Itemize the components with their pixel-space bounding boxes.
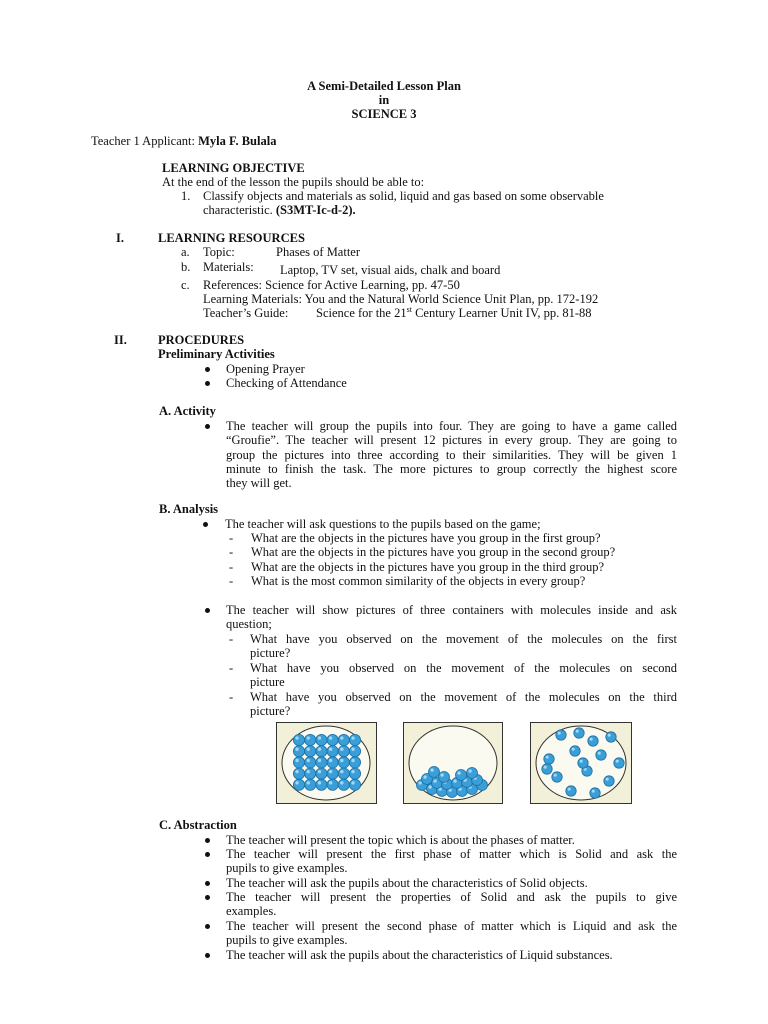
molecule-icon (574, 728, 584, 738)
objective-heading: LEARNING OBJECTIVE (162, 161, 305, 175)
molecule-highlight (590, 738, 593, 741)
molecule-icon (596, 750, 606, 760)
molecule-icon (614, 758, 624, 768)
molecule-icon (544, 754, 554, 764)
molecule-icon (349, 757, 360, 768)
objective-code: (S3MT-Ic-d-2). (275, 203, 356, 217)
topic-label: Topic: (203, 245, 235, 259)
molecule-highlight (608, 734, 611, 737)
abstraction-item-line: The teacher will present the properties of Solid and ask the pupils to give (226, 890, 677, 904)
molecule-highlight (329, 748, 332, 751)
molecule-highlight (307, 770, 310, 773)
topic-value: Phases of Matter (276, 245, 361, 259)
molecule-highlight (592, 790, 595, 793)
bullet-icon (205, 838, 210, 843)
observation-question-line: What have you observed on the movement of the molecules on the first (250, 632, 677, 646)
molecule-highlight (329, 736, 332, 739)
molecule-icon (293, 734, 304, 745)
molecule-highlight (340, 759, 343, 762)
molecule-icon (327, 746, 338, 757)
resources-c-label: c. (181, 278, 190, 292)
abstraction-item-line: examples. (226, 904, 277, 919)
molecule-icon (349, 746, 360, 757)
guide-superscript: st (406, 304, 412, 314)
molecule-icon (566, 786, 576, 796)
molecule-highlight (340, 781, 343, 784)
abstraction-item: The teacher will present the topic which is about the phases of matter. (226, 833, 575, 847)
teachers-guide-label: Teacher’s Guide: (203, 306, 289, 320)
molecule-icon (327, 757, 338, 768)
bullet-icon (205, 881, 210, 886)
molecule-icon (578, 758, 588, 768)
molecule-icon (429, 767, 440, 778)
molecule-highlight (340, 748, 343, 751)
analysis-question: What are the objects in the pictures have you group in the second group? (251, 545, 616, 559)
molecule-highlight (546, 756, 549, 759)
molecule-icon (293, 757, 304, 768)
solid-molecules-illustration (277, 723, 376, 803)
molecule-icon (316, 757, 327, 768)
molecule-icon (338, 779, 349, 790)
molecule-icon (338, 768, 349, 779)
guide-text-pre: Science for the 21 (316, 306, 407, 320)
molecule-highlight (351, 770, 354, 773)
observation-question-line: What have you observed on the movement of the molecules on second (250, 661, 677, 675)
molecule-icon (305, 779, 316, 790)
molecule-icon (338, 757, 349, 768)
molecule-highlight (598, 752, 601, 755)
molecule-highlight (351, 759, 354, 762)
molecule-highlight (453, 779, 456, 782)
molecule-highlight (423, 775, 426, 778)
materials-label: Materials: (203, 260, 254, 274)
title-line-1: A Semi-Detailed Lesson Plan (307, 79, 461, 93)
molecule-highlight (351, 736, 354, 739)
teachers-guide-value (316, 306, 592, 320)
molecule-highlight (318, 770, 321, 773)
bullet-icon (205, 367, 210, 372)
molecule-icon (552, 772, 562, 782)
molecule-icon (338, 746, 349, 757)
molecule-highlight (606, 778, 609, 781)
molecule-icon (305, 746, 316, 757)
molecule-icon (604, 776, 614, 786)
molecule-highlight (295, 781, 298, 784)
molecule-highlight (572, 748, 575, 751)
molecule-highlight (295, 748, 298, 751)
procedures-numeral: II. (114, 333, 127, 347)
analysis-bullet-1: The teacher will ask questions to the pupils based on the game; (225, 517, 541, 531)
molecule-icon (293, 746, 304, 757)
molecule-icon (439, 772, 450, 783)
dash: - (229, 560, 234, 574)
molecule-icon (542, 764, 552, 774)
bullet-icon (205, 953, 210, 958)
observation-question (250, 661, 677, 690)
activity-line: they will get. (226, 476, 292, 491)
molecule-highlight (430, 768, 433, 771)
analysis-bullet-2-line: The teacher will show pictures of three containers with molecules inside and ask (226, 603, 677, 617)
bullet-icon (205, 895, 210, 900)
bullet-icon (203, 522, 208, 527)
molecule-highlight (351, 748, 354, 751)
molecule-highlight (428, 785, 431, 788)
teacher-line (91, 134, 276, 148)
analysis-bullet-2-line: question; (226, 617, 272, 632)
molecule-highlight (295, 736, 298, 739)
resources-b-label: b. (181, 260, 191, 274)
dash: - (229, 545, 234, 559)
molecule-highlight (433, 779, 436, 782)
molecule-icon (316, 768, 327, 779)
materials-value: Laptop, TV set, visual aids, chalk and board (280, 263, 501, 277)
molecule-highlight (457, 771, 460, 774)
dash: - (229, 690, 234, 704)
title-line-3: SCIENCE 3 (351, 107, 417, 121)
title-line-2: in (378, 93, 390, 107)
objective-item-text-2 (203, 203, 356, 217)
molecule-highlight (554, 774, 557, 777)
molecule-icon (556, 730, 566, 740)
molecule-highlight (318, 748, 321, 751)
molecule-icon (327, 734, 338, 745)
activity-line: minute to finish the task. The more pictures to group correctly the highest score (226, 461, 677, 476)
molecule-highlight (318, 781, 321, 784)
molecule-highlight (295, 759, 298, 762)
abstraction-heading: C. Abstraction (159, 818, 237, 832)
dash: - (229, 531, 234, 545)
bullet-icon (205, 608, 210, 613)
abstraction-item-line: The teacher will present the second phase of matter which is Liquid and ask the (226, 919, 677, 933)
molecule-highlight (440, 773, 443, 776)
observation-question (250, 690, 677, 719)
teacher-label: Teacher 1 Applicant: (91, 134, 195, 148)
molecule-icon (316, 734, 327, 745)
molecule-highlight (544, 766, 547, 769)
molecule-icon (349, 779, 360, 790)
objective-item-number: 1. (181, 189, 191, 203)
analysis-question: What is the most common similarity of the objects in every group? (251, 574, 586, 588)
observation-question-line: What have you observed on the movement of the molecules on the third (250, 690, 677, 704)
molecule-highlight (558, 732, 561, 735)
procedures-heading: PROCEDURES (158, 333, 245, 347)
molecule-icon (349, 734, 360, 745)
molecule-icon (467, 768, 478, 779)
dash: - (229, 661, 234, 675)
preliminary-item: Opening Prayer (226, 362, 305, 376)
objective-intro: At the end of the lesson the pupils should be able to: (162, 175, 425, 189)
abstraction-item (226, 890, 677, 919)
molecule-highlight (307, 736, 310, 739)
molecule-highlight (329, 759, 332, 762)
observation-question-line: picture? (250, 704, 291, 719)
molecule-icon (456, 770, 467, 781)
molecule-icon (316, 779, 327, 790)
bullet-icon (205, 424, 210, 429)
abstraction-item-line: The teacher will present the first phase of matter which is Solid and ask the (226, 847, 677, 861)
bullet-icon (205, 924, 210, 929)
molecule-icon (327, 779, 338, 790)
abstraction-item: The teacher will ask the pupils about the characteristics of Liquid substances. (226, 948, 613, 962)
bullet-icon (205, 852, 210, 857)
molecule-highlight (576, 730, 579, 733)
molecule-highlight (318, 759, 321, 762)
abstraction-item (226, 847, 677, 876)
abstraction-item-line: pupils to give examples. (226, 933, 348, 948)
activity-line: group the pictures into three according to their similarities. They will be given 1 (226, 447, 677, 462)
resources-heading: LEARNING RESOURCES (158, 231, 305, 245)
bullet-icon (205, 381, 210, 386)
learning-materials-line: Learning Materials: You and the Natural World Science Unit Plan, pp. 172-192 (203, 292, 599, 306)
gas-molecules-illustration (531, 723, 631, 803)
liquid-molecules-illustration (404, 723, 502, 803)
observation-question-line: picture (250, 675, 285, 690)
activity-heading: A. Activity (159, 404, 216, 418)
molecule-icon (305, 768, 316, 779)
abstraction-item (226, 919, 677, 948)
abstraction-item: The teacher will ask the pupils about the characteristics of Solid objects. (226, 876, 588, 890)
analysis-heading: B. Analysis (159, 502, 219, 516)
molecule-icon (305, 757, 316, 768)
analysis-question: What are the objects in the pictures have you group in the first group? (251, 531, 601, 545)
molecule-highlight (329, 781, 332, 784)
dash: - (229, 574, 234, 588)
objective-item-text: Classify objects and materials as solid, liquid and gas based on some observable (203, 189, 604, 203)
molecule-icon (293, 768, 304, 779)
objective-item-text-cont: characteristic. (203, 203, 273, 217)
references-line: References: Science for Active Learning, pp. 47-50 (203, 278, 460, 292)
molecule-highlight (307, 748, 310, 751)
molecule-icon (570, 746, 580, 756)
molecule-highlight (616, 760, 619, 763)
molecule-icon (327, 768, 338, 779)
gas-molecules-picture (530, 722, 632, 804)
resources-numeral: I. (116, 231, 124, 245)
dash: - (229, 632, 234, 646)
molecule-icon (349, 768, 360, 779)
molecule-highlight (340, 736, 343, 739)
abstraction-item-line: pupils to give examples. (226, 861, 348, 876)
preliminary-heading: Preliminary Activities (158, 347, 275, 361)
molecule-highlight (340, 770, 343, 773)
molecule-highlight (418, 781, 421, 784)
molecule-highlight (318, 736, 321, 739)
molecule-highlight (307, 781, 310, 784)
preliminary-item: Checking of Attendance (226, 376, 347, 390)
liquid-molecules-picture (403, 722, 503, 804)
observation-question (250, 632, 677, 661)
molecule-highlight (307, 759, 310, 762)
molecule-highlight (468, 769, 471, 772)
resources-a-label: a. (181, 245, 190, 259)
analysis-bullet-2 (226, 603, 677, 632)
molecule-icon (338, 734, 349, 745)
activity-paragraph (226, 419, 677, 490)
guide-text-post: Century Learner Unit IV, pp. 81-88 (411, 306, 592, 320)
solid-molecules-picture (276, 722, 377, 804)
activity-line: The teacher will group the pupils into four. They are going to have a game called (226, 419, 677, 433)
teacher-name: Myla F. Bulala (198, 134, 277, 148)
molecule-icon (316, 746, 327, 757)
molecule-icon (293, 779, 304, 790)
molecule-icon (305, 734, 316, 745)
molecule-highlight (568, 788, 571, 791)
molecule-icon (588, 736, 598, 746)
observation-question-line: picture? (250, 646, 291, 661)
analysis-question: What are the objects in the pictures have you group in the third group? (251, 560, 605, 574)
molecule-highlight (295, 770, 298, 773)
molecule-highlight (329, 770, 332, 773)
activity-line: “Groufie”. The teacher will present 12 pictures in every group. They are going to (226, 433, 677, 448)
molecule-highlight (580, 760, 583, 763)
molecule-highlight (351, 781, 354, 784)
molecule-icon (590, 788, 600, 798)
molecule-icon (606, 732, 616, 742)
